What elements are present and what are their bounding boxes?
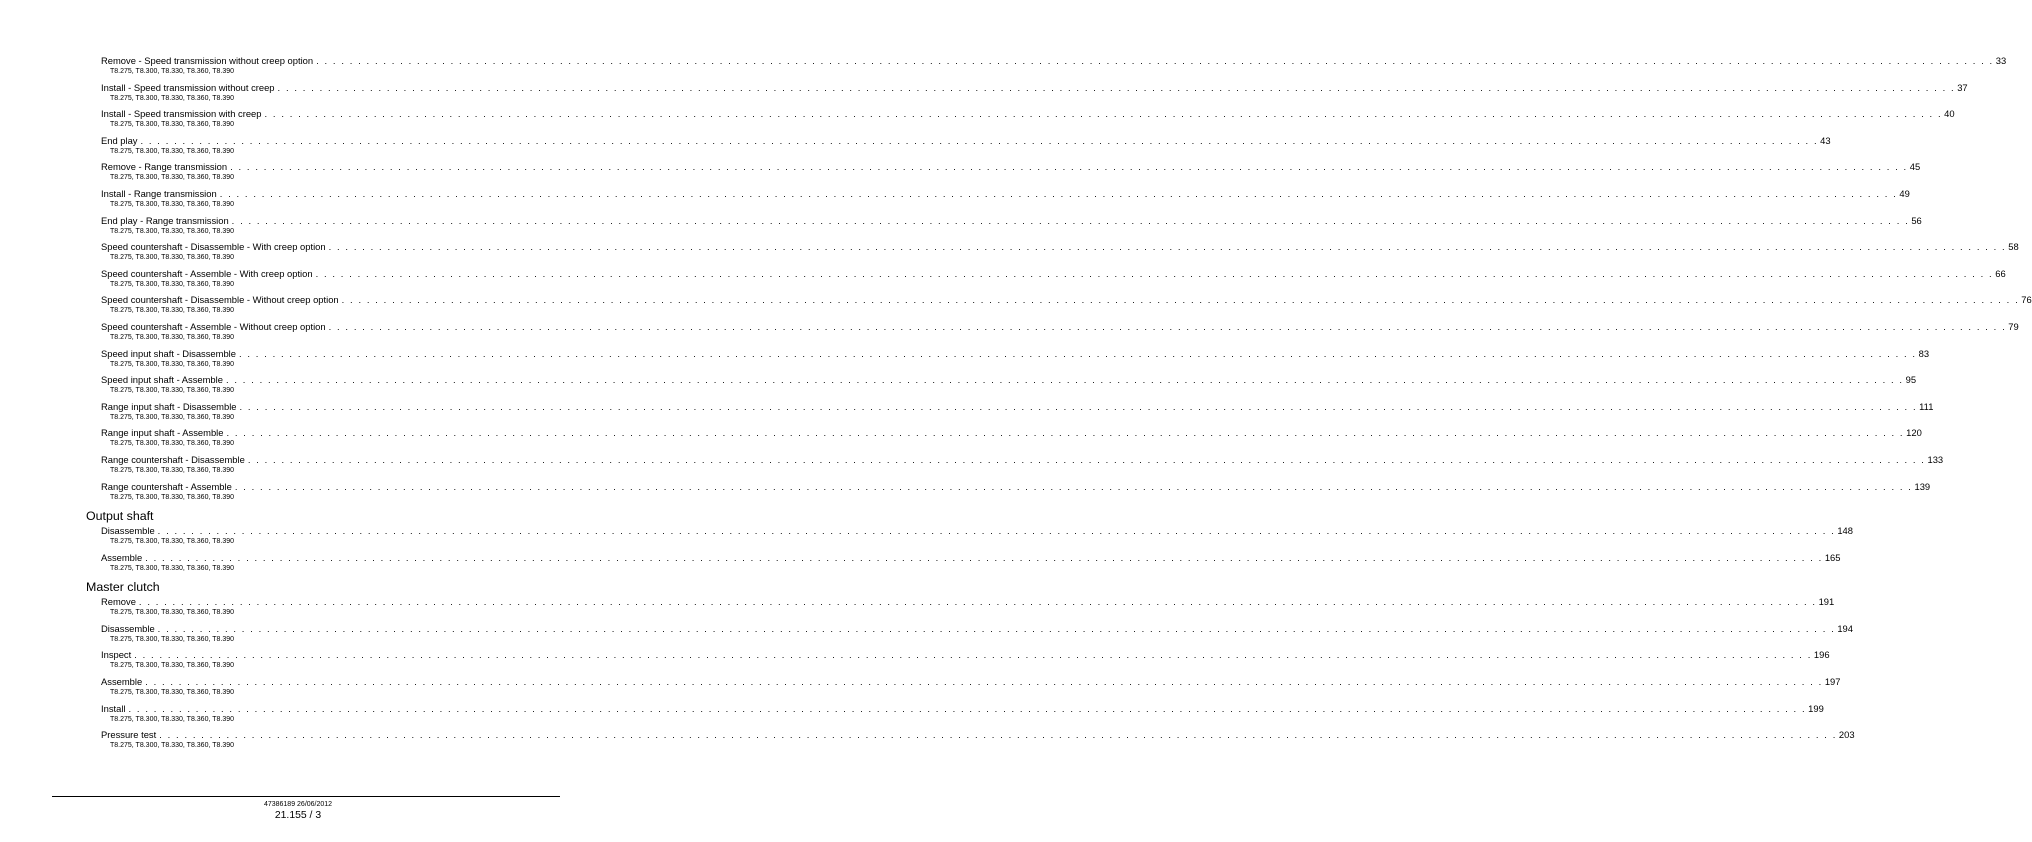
toc-entry[interactable]	[0, 347, 1930, 375]
toc-entry-line	[101, 214, 1922, 227]
toc-entry-page-number[interactable]: 45	[1909, 161, 1921, 173]
toc-entry[interactable]	[0, 134, 1831, 162]
toc-entry-line	[101, 161, 1921, 173]
dot-leader: . . . . . . . . . . . . . . . . . . . . . . . . . . . . . . . . . . . . . . . . . . . . . . . . . . . . . . . . . . . . . . . . . . . . . . . . . . . . . . . . . . . . . . . . . . . . . . . . . . . . . . . . . . . . . . . . . . . . . . . . . . . . . . . . . . . . . . . . . . . . . . . . . . . . . . . . . . . . . . . . . . . . . . . . . . . . . . . . . . . . . . . . . . . . . . . . . . . . . . . .	[277, 81, 1956, 93]
toc-entry-page-number[interactable]: 148	[1837, 525, 1853, 537]
toc-entry-models: T8.275, T8.300, T8.330, T8.360, T8.390	[110, 466, 235, 474]
toc-entry-models: T8.275, T8.300, T8.330, T8.360, T8.390	[110, 715, 235, 723]
toc-entry-title[interactable]: Assemble	[101, 551, 143, 563]
dot-leader: . . . . . . . . . . . . . . . . . . . . . . . . . . . . . . . . . . . . . . . . . . . . . . . . . . . . . . . . . . . . . . . . . . . . . . . . . . . . . . . . . . . . . . . . . . . . . . . . . . . . . . . . . . . . . . . . . . . . . . . . . . . . . . . . . . . . . . . . . . . . . . . . . . . . . . . . . . . . . . . . . . . . . . . . . . . . . . . . . . . . . . . . . . . . . . . . . . . . . . . .	[234, 480, 1913, 492]
toc-entry-line	[101, 525, 1853, 537]
toc-entry-title[interactable]: Speed countershaft - Assemble - Without creep option	[101, 320, 326, 332]
dot-leader: . . . . . . . . . . . . . . . . . . . . . . . . . . . . . . . . . . . . . . . . . . . . . . . . . . . . . . . . . . . . . . . . . . . . . . . . . . . . . . . . . . . . . . . . . . . . . . . . . . . . . . . . . . . . . . . . . . . . . . . . . . . . . . . . . . . . . . . . . . . . . . . . . . . . . . . . . . . . . . . . . . . . . . . . . . . . . . . . . . . . . . . . . . . . . . . . . . . . . . . .	[159, 729, 1837, 741]
toc-entry-models: T8.275, T8.300, T8.330, T8.360, T8.390	[110, 609, 235, 617]
dot-leader: . . . . . . . . . . . . . . . . . . . . . . . . . . . . . . . . . . . . . . . . . . . . . . . . . . . . . . . . . . . . . . . . . . . . . . . . . . . . . . . . . . . . . . . . . . . . . . . . . . . . . . . . . . . . . . . . . . . . . . . . . . . . . . . . . . . . . . . . . . . . . . . . . . . . . . . . . . . . . . . . . . . . . . . . . . . . . . . . . . . . . . . . . . . . . . . . . . . . . . . .	[247, 453, 1926, 465]
toc-entry-page-number[interactable]: 194	[1837, 622, 1853, 634]
table-of-contents	[0, 55, 2032, 756]
toc-entry-models: T8.275, T8.300, T8.330, T8.360, T8.390	[110, 440, 235, 448]
toc-entry-line	[101, 596, 1835, 608]
toc-entry-models: T8.275, T8.300, T8.330, T8.360, T8.390	[110, 493, 235, 501]
toc-entry-title[interactable]: Pressure test	[101, 729, 157, 741]
toc-entry-page-number[interactable]: 120	[1906, 427, 1922, 439]
toc-entry-models: T8.275, T8.300, T8.330, T8.360, T8.390	[110, 689, 235, 697]
dot-leader: . . . . . . . . . . . . . . . . . . . . . . . . . . . . . . . . . . . . . . . . . . . . . . . . . . . . . . . . . . . . . . . . . . . . . . . . . . . . . . . . . . . . . . . . . . . . . . . . . . . . . . . . . . . . . . . . . . . . . . . . . . . . . . . . . . . . . . . . . . . . . . . . . . . . . . . . . . . . . . . . . . . . . . . . . . . . . . . . . . . . . . . . . . . . . . . . . . . . . . . .	[219, 187, 1898, 199]
toc-entry-title[interactable]: Inspect	[101, 649, 132, 661]
dot-leader: . . . . . . . . . . . . . . . . . . . . . . . . . . . . . . . . . . . . . . . . . . . . . . . . . . . . . . . . . . . . . . . . . . . . . . . . . . . . . . . . . . . . . . . . . . . . . . . . . . . . . . . . . . . . . . . . . . . . . . . . . . . . . . . . . . . . . . . . . . . . . . . . . . . . . . . . . . . . . . . . . . . . . . . . . . . . . . . . . . . . . . . . . . . . . . . . . . . . . . . .	[138, 596, 1817, 608]
dot-leader: . . . . . . . . . . . . . . . . . . . . . . . . . . . . . . . . . . . . . . . . . . . . . . . . . . . . . . . . . . . . . . . . . . . . . . . . . . . . . . . . . . . . . . . . . . . . . . . . . . . . . . . . . . . . . . . . . . . . . . . . . . . . . . . . . . . . . . . . . . . . . . . . . . . . . . . . . . . . . . . . . . . . . . . . . . . . . . . . . . . . . . . . . . . . . . . . . . . . . . . .	[230, 161, 1908, 173]
toc-entry-models: T8.275, T8.300, T8.330, T8.360, T8.390	[110, 360, 235, 368]
toc-entry-models: T8.275, T8.300, T8.330, T8.360, T8.390	[110, 147, 235, 155]
toc-entry-title[interactable]: Disassemble	[101, 525, 155, 537]
toc-entry[interactable]	[0, 649, 1830, 676]
toc-entry-line	[101, 551, 1841, 564]
toc-entry-title[interactable]: Assemble	[101, 676, 143, 688]
dot-leader: . . . . . . . . . . . . . . . . . . . . . . . . . . . . . . . . . . . . . . . . . . . . . . . . . . . . . . . . . . . . . . . . . . . . . . . . . . . . . . . . . . . . . . . . . . . . . . . . . . . . . . . . . . . . . . . . . . . . . . . . . . . . . . . . . . . . . . . . . . . . . . . . . . . . . . . . . . . . . . . . . . . . . . . . . . . . . . . . . . . . . . . . . . . . . . . . . . . . . . . .	[341, 294, 2020, 306]
toc-entry-page-number[interactable]: 56	[1911, 214, 1922, 226]
dot-leader: . . . . . . . . . . . . . . . . . . . . . . . . . . . . . . . . . . . . . . . . . . . . . . . . . . . . . . . . . . . . . . . . . . . . . . . . . . . . . . . . . . . . . . . . . . . . . . . . . . . . . . . . . . . . . . . . . . . . . . . . . . . . . . . . . . . . . . . . . . . . . . . . . . . . . . . . . . . . . . . . . . . . . . . . . . . . . . . . . . . . . . . . . . . . . . . . . . . . . . . .	[226, 427, 1905, 439]
toc-entry-models: T8.275, T8.300, T8.330, T8.360, T8.390	[110, 387, 235, 395]
section-heading	[0, 578, 596, 596]
toc-entry-title[interactable]: Disassemble	[101, 622, 155, 634]
toc-entry-line	[101, 480, 1931, 493]
toc-entry-models: T8.275, T8.300, T8.330, T8.360, T8.390	[110, 227, 235, 235]
toc-entry-line	[101, 729, 1855, 741]
section-heading-text: Master clutch	[86, 580, 160, 595]
dot-leader: . . . . . . . . . . . . . . . . . . . . . . . . . . . . . . . . . . . . . . . . . . . . . . . . . . . . . . . . . . . . . . . . . . . . . . . . . . . . . . . . . . . . . . . . . . . . . . . . . . . . . . . . . . . . . . . . . . . . . . . . . . . . . . . . . . . . . . . . . . . . . . . . . . . . . . . . . . . . . . . . . . . . . . . . . . . . . . . . . . . . . . . . . . . . . . . . . . . . . . . .	[316, 55, 1994, 66]
toc-entry-title[interactable]: End play - Range transmission	[101, 214, 229, 226]
toc-entry[interactable]	[0, 702, 1824, 730]
toc-entry-title[interactable]: Speed countershaft - Disassemble - Without creep option	[101, 294, 339, 306]
toc-entry-page-number[interactable]: 37	[1957, 81, 1968, 93]
toc-entry-page-number[interactable]: 133	[1927, 453, 1944, 465]
toc-entry-models: T8.275, T8.300, T8.330, T8.360, T8.390	[110, 742, 235, 750]
toc-entry-line	[101, 702, 1824, 715]
toc-entry-line	[101, 649, 1830, 661]
toc-entry[interactable]	[0, 374, 1917, 401]
toc-entry-title[interactable]: Range countershaft - Assemble	[101, 480, 232, 492]
toc-entry-page-number[interactable]: 203	[1838, 729, 1855, 741]
toc-entry-models: T8.275, T8.300, T8.330, T8.360, T8.390	[110, 635, 235, 643]
toc-entry-line	[101, 622, 1853, 635]
toc-entry[interactable]	[0, 427, 1922, 454]
toc-entry-line	[101, 187, 1910, 200]
toc-entry-title[interactable]: Speed input shaft - Disassemble	[101, 347, 236, 359]
toc-entry-page-number[interactable]: 95	[1905, 374, 1917, 386]
toc-entry-page-number[interactable]: 58	[2008, 241, 2019, 253]
toc-entry-page-number[interactable]: 165	[1824, 551, 1841, 563]
footer-divider	[52, 796, 560, 797]
toc-entry[interactable]	[0, 320, 2019, 348]
toc-entry-title[interactable]: Range input shaft - Assemble	[101, 427, 224, 439]
dot-leader: . . . . . . . . . . . . . . . . . . . . . . . . . . . . . . . . . . . . . . . . . . . . . . . . . . . . . . . . . . . . . . . . . . . . . . . . . . . . . . . . . . . . . . . . . . . . . . . . . . . . . . . . . . . . . . . . . . . . . . . . . . . . . . . . . . . . . . . . . . . . . . . . . . . . . . . . . . . . . . . . . . . . . . . . . . . . . . . . . . . . . . . . . . . . . . . . . . . . . . . .	[128, 702, 1807, 714]
dot-leader: . . . . . . . . . . . . . . . . . . . . . . . . . . . . . . . . . . . . . . . . . . . . . . . . . . . . . . . . . . . . . . . . . . . . . . . . . . . . . . . . . . . . . . . . . . . . . . . . . . . . . . . . . . . . . . . . . . . . . . . . . . . . . . . . . . . . . . . . . . . . . . . . . . . . . . . . . . . . . . . . . . . . . . . . . . . . . . . . . . . . . . . . . . . . . . . . . . . . . . . .	[145, 676, 1823, 688]
toc-entry-models: T8.275, T8.300, T8.330, T8.360, T8.390	[110, 307, 235, 315]
toc-entry-line	[101, 294, 2032, 306]
toc-entry-title[interactable]: Speed input shaft - Assemble	[101, 374, 223, 386]
toc-entry-line	[101, 55, 2007, 67]
toc-entry-title[interactable]: Speed countershaft - Disassemble - With creep option	[101, 241, 326, 253]
toc-entry[interactable]	[0, 622, 1853, 650]
dot-leader: . . . . . . . . . . . . . . . . . . . . . . . . . . . . . . . . . . . . . . . . . . . . . . . . . . . . . . . . . . . . . . . . . . . . . . . . . . . . . . . . . . . . . . . . . . . . . . . . . . . . . . . . . . . . . . . . . . . . . . . . . . . . . . . . . . . . . . . . . . . . . . . . . . . . . . . . . . . . . . . . . . . . . . . . . . . . . . . . . . . . . . . . . . . . . . . . . . . . . . . .	[238, 347, 1917, 359]
dot-leader: . . . . . . . . . . . . . . . . . . . . . . . . . . . . . . . . . . . . . . . . . . . . . . . . . . . . . . . . . . . . . . . . . . . . . . . . . . . . . . . . . . . . . . . . . . . . . . . . . . . . . . . . . . . . . . . . . . . . . . . . . . . . . . . . . . . . . . . . . . . . . . . . . . . . . . . . . . . . . . . . . . . . . . . . . . . . . . . . . . . . . . . . . . . . . . . . . . . . . . . .	[225, 374, 1904, 386]
toc-entry[interactable]	[0, 241, 2019, 268]
toc-entry-line	[101, 320, 2019, 333]
dot-leader: . . . . . . . . . . . . . . . . . . . . . . . . . . . . . . . . . . . . . . . . . . . . . . . . . . . . . . . . . . . . . . . . . . . . . . . . . . . . . . . . . . . . . . . . . . . . . . . . . . . . . . . . . . . . . . . . . . . . . . . . . . . . . . . . . . . . . . . . . . . . . . . . . . . . . . . . . . . . . . . . . . . . . . . . . . . . . . . . . . . . . . . . . . . . . . . . . . . . . . . .	[231, 214, 1910, 226]
section-heading-text: Output shaft	[86, 509, 154, 524]
toc-entry-models: T8.275, T8.300, T8.330, T8.360, T8.390	[110, 68, 235, 75]
dot-leader: . . . . . . . . . . . . . . . . . . . . . . . . . . . . . . . . . . . . . . . . . . . . . . . . . . . . . . . . . . . . . . . . . . . . . . . . . . . . . . . . . . . . . . . . . . . . . . . . . . . . . . . . . . . . . . . . . . . . . . . . . . . . . . . . . . . . . . . . . . . . . . . . . . . . . . . . . . . . . . . . . . . . . . . . . . . . . . . . . . . . . . . . . . . . . . . . . . . . . . . .	[157, 622, 1836, 634]
toc-entry[interactable]	[0, 161, 1921, 188]
toc-entry-line	[101, 81, 1968, 94]
toc-entry-line	[101, 427, 1922, 439]
toc-entry-page-number[interactable]: 139	[1914, 480, 1931, 492]
toc-entry-page-number[interactable]: 79	[2008, 320, 2019, 332]
toc-entry-models: T8.275, T8.300, T8.330, T8.360, T8.390	[110, 200, 235, 208]
toc-entry-title[interactable]: Range input shaft - Disassemble	[101, 400, 237, 412]
toc-entry-title[interactable]: Range countershaft - Disassemble	[101, 453, 245, 465]
toc-entry-title[interactable]: Install - Speed transmission without creep	[101, 81, 275, 93]
toc-entry-models: T8.275, T8.300, T8.330, T8.360, T8.390	[110, 564, 235, 572]
toc-entry[interactable]	[0, 81, 1968, 109]
toc-entry-page-number[interactable]: 191	[1818, 596, 1835, 608]
toc-entry-line	[101, 108, 1955, 120]
toc-entry-models: T8.275, T8.300, T8.330, T8.360, T8.390	[110, 662, 235, 670]
toc-entry[interactable]	[0, 294, 2032, 321]
toc-entry-title[interactable]: Install - Range transmission	[101, 187, 217, 199]
toc-entry-page-number[interactable]: 76	[2021, 294, 2032, 306]
toc-entry-models: T8.275, T8.300, T8.330, T8.360, T8.390	[110, 94, 235, 102]
dot-leader: . . . . . . . . . . . . . . . . . . . . . . . . . . . . . . . . . . . . . . . . . . . . . . . . . . . . . . . . . . . . . . . . . . . . . . . . . . . . . . . . . . . . . . . . . . . . . . . . . . . . . . . . . . . . . . . . . . . . . . . . . . . . . . . . . . . . . . . . . . . . . . . . . . . . . . . . . . . . . . . . . . . . . . . . . . . . . . . . . . . . . . . . . . . . . . . . . . . . . . . .	[140, 134, 1819, 146]
toc-entry-page-number[interactable]: 197	[1824, 676, 1841, 688]
toc-entry[interactable]	[0, 108, 1955, 135]
toc-entry-page-number[interactable]: 199	[1808, 702, 1824, 714]
toc-entry-title[interactable]: Install	[101, 702, 126, 714]
dot-leader: . . . . . . . . . . . . . . . . . . . . . . . . . . . . . . . . . . . . . . . . . . . . . . . . . . . . . . . . . . . . . . . . . . . . . . . . . . . . . . . . . . . . . . . . . . . . . . . . . . . . . . . . . . . . . . . . . . . . . . . . . . . . . . . . . . . . . . . . . . . . . . . . . . . . . . . . . . . . . . . . . . . . . . . . . . . . . . . . . . . . . . . . . . . . . . . . . . . . . . . .	[157, 525, 1836, 537]
toc-entry[interactable]	[0, 480, 1931, 508]
toc-entry-models: T8.275, T8.300, T8.330, T8.360, T8.390	[110, 280, 235, 288]
toc-entry-line	[101, 347, 1930, 360]
toc-entry-page-number[interactable]: 43	[1820, 134, 1831, 146]
dot-leader: . . . . . . . . . . . . . . . . . . . . . . . . . . . . . . . . . . . . . . . . . . . . . . . . . . . . . . . . . . . . . . . . . . . . . . . . . . . . . . . . . . . . . . . . . . . . . . . . . . . . . . . . . . . . . . . . . . . . . . . . . . . . . . . . . . . . . . . . . . . . . . . . . . . . . . . . . . . . . . . . . . . . . . . . . . . . . . . . . . . . . . . . . . . . . . . . . . . . . . . .	[134, 649, 1812, 661]
toc-entry[interactable]	[0, 525, 1853, 552]
toc-entry-title[interactable]: End play	[101, 134, 138, 146]
toc-entry-line	[101, 134, 1831, 147]
toc-entry-page-number[interactable]: 66	[1995, 267, 2006, 279]
toc-entry-title[interactable]: Remove - Range transmission	[101, 161, 228, 173]
toc-entry-page-number[interactable]: 83	[1918, 347, 1930, 359]
toc-entry[interactable]	[0, 551, 1841, 579]
toc-entry-models: T8.275, T8.300, T8.330, T8.360, T8.390	[110, 254, 235, 262]
toc-entry-page-number[interactable]: 196	[1813, 649, 1830, 661]
toc-entry-page-number[interactable]: 33	[1995, 55, 2007, 66]
toc-entry[interactable]	[0, 453, 1944, 481]
toc-entry[interactable]	[0, 55, 2007, 82]
toc-entry-line	[101, 400, 1934, 413]
toc-entry[interactable]	[0, 187, 1910, 215]
page-number: 21.155 / 3	[274, 810, 322, 821]
document-reference: 47386189 26/06/2012	[263, 801, 333, 808]
dot-leader: . . . . . . . . . . . . . . . . . . . . . . . . . . . . . . . . . . . . . . . . . . . . . . . . . . . . . . . . . . . . . . . . . . . . . . . . . . . . . . . . . . . . . . . . . . . . . . . . . . . . . . . . . . . . . . . . . . . . . . . . . . . . . . . . . . . . . . . . . . . . . . . . . . . . . . . . . . . . . . . . . . . . . . . . . . . . . . . . . . . . . . . . . . . . . . . . . . . . . . . .	[315, 267, 1994, 279]
toc-entry-line	[101, 453, 1944, 466]
dot-leader: . . . . . . . . . . . . . . . . . . . . . . . . . . . . . . . . . . . . . . . . . . . . . . . . . . . . . . . . . . . . . . . . . . . . . . . . . . . . . . . . . . . . . . . . . . . . . . . . . . . . . . . . . . . . . . . . . . . . . . . . . . . . . . . . . . . . . . . . . . . . . . . . . . . . . . . . . . . . . . . . . . . . . . . . . . . . . . . . . . . . . . . . . . . . . . . . . . . . . . . .	[264, 108, 1943, 120]
toc-entry-title[interactable]: Speed countershaft - Assemble - With creep option	[101, 267, 313, 279]
dot-leader: . . . . . . . . . . . . . . . . . . . . . . . . . . . . . . . . . . . . . . . . . . . . . . . . . . . . . . . . . . . . . . . . . . . . . . . . . . . . . . . . . . . . . . . . . . . . . . . . . . . . . . . . . . . . . . . . . . . . . . . . . . . . . . . . . . . . . . . . . . . . . . . . . . . . . . . . . . . . . . . . . . . . . . . . . . . . . . . . . . . . . . . . . . . . . . . . . . . . . . . .	[328, 320, 2007, 332]
toc-entry[interactable]	[0, 214, 1922, 242]
toc-entry[interactable]	[0, 400, 1934, 428]
toc-entry-models: T8.275, T8.300, T8.330, T8.360, T8.390	[110, 333, 235, 341]
dot-leader: . . . . . . . . . . . . . . . . . . . . . . . . . . . . . . . . . . . . . . . . . . . . . . . . . . . . . . . . . . . . . . . . . . . . . . . . . . . . . . . . . . . . . . . . . . . . . . . . . . . . . . . . . . . . . . . . . . . . . . . . . . . . . . . . . . . . . . . . . . . . . . . . . . . . . . . . . . . . . . . . . . . . . . . . . . . . . . . . . . . . . . . . . . . . . . . . . . . . . . . .	[239, 400, 1918, 412]
toc-entry-line	[101, 267, 2006, 280]
toc-entry[interactable]	[0, 267, 2006, 295]
toc-entry[interactable]	[0, 596, 1835, 623]
toc-entry-line	[101, 241, 2019, 253]
section-heading	[0, 507, 596, 525]
toc-entry-models: T8.275, T8.300, T8.330, T8.360, T8.390	[110, 413, 235, 421]
toc-entry-page-number[interactable]: 40	[1944, 108, 1955, 120]
toc-entry-page-number[interactable]: 111	[1919, 400, 1934, 412]
toc-entry[interactable]	[0, 729, 1855, 756]
toc-entry-models: T8.275, T8.300, T8.330, T8.360, T8.390	[110, 174, 235, 182]
toc-entry-line	[101, 676, 1841, 688]
toc-entry-models: T8.275, T8.300, T8.330, T8.360, T8.390	[110, 121, 235, 129]
dot-leader: . . . . . . . . . . . . . . . . . . . . . . . . . . . . . . . . . . . . . . . . . . . . . . . . . . . . . . . . . . . . . . . . . . . . . . . . . . . . . . . . . . . . . . . . . . . . . . . . . . . . . . . . . . . . . . . . . . . . . . . . . . . . . . . . . . . . . . . . . . . . . . . . . . . . . . . . . . . . . . . . . . . . . . . . . . . . . . . . . . . . . . . . . . . . . . . . . . . . . . . .	[145, 551, 1823, 563]
toc-entry-models: T8.275, T8.300, T8.330, T8.360, T8.390	[110, 538, 235, 546]
toc-entry-line	[101, 374, 1917, 386]
toc-entry-title[interactable]: Install - Speed transmission with creep	[101, 108, 262, 120]
dot-leader: . . . . . . . . . . . . . . . . . . . . . . . . . . . . . . . . . . . . . . . . . . . . . . . . . . . . . . . . . . . . . . . . . . . . . . . . . . . . . . . . . . . . . . . . . . . . . . . . . . . . . . . . . . . . . . . . . . . . . . . . . . . . . . . . . . . . . . . . . . . . . . . . . . . . . . . . . . . . . . . . . . . . . . . . . . . . . . . . . . . . . . . . . . . . . . . . . . . . . . . .	[328, 241, 2007, 253]
toc-entry-title[interactable]: Remove	[101, 596, 136, 608]
toc-entry-page-number[interactable]: 49	[1899, 187, 1910, 199]
toc-entry[interactable]	[0, 676, 1841, 703]
toc-entry-title[interactable]: Remove - Speed transmission without creep option	[101, 55, 314, 66]
